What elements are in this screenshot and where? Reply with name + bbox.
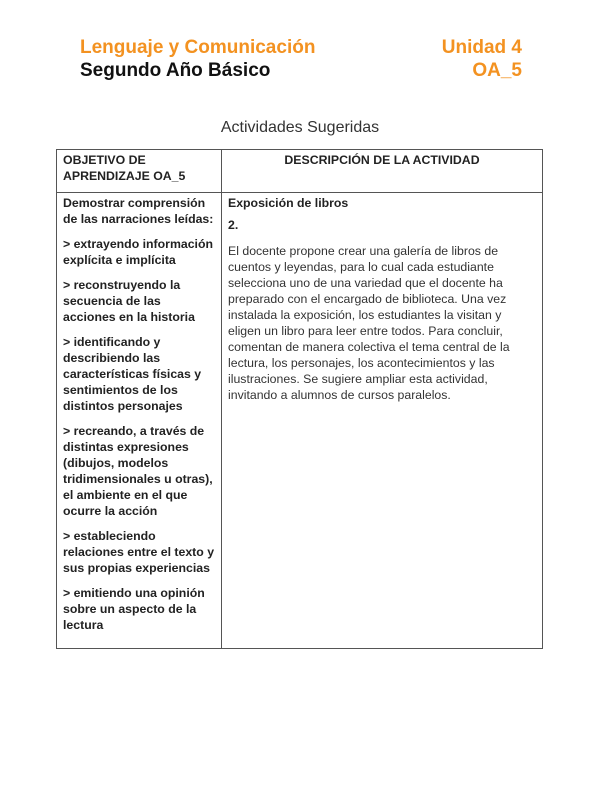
unit-label: Unidad 4 — [441, 37, 522, 58]
activity-title: Exposición de libros — [228, 196, 349, 210]
table-header-row — [57, 150, 543, 193]
subject-title: Lenguaje y Comunicación — [80, 37, 316, 58]
description-cell — [222, 193, 543, 649]
objectives-cell — [57, 193, 222, 649]
objective-intro: Demostrar comprensión de las narraciones leídas: — [63, 196, 214, 226]
objective-code: OA_5 — [472, 60, 522, 81]
objective-item: > extrayendo información explícita e implícita — [63, 237, 213, 267]
activities-table — [56, 149, 543, 649]
table-row — [57, 193, 543, 649]
objective-item: > estableciendo relaciones entre el texto y sus propias experiencias — [63, 529, 215, 575]
objective-item: > emitiendo una opinión sobre un aspecto de la lectura — [63, 586, 205, 632]
objective-item: > identificando y describiendo las características físicas y sentimientos de los distintos personajes — [63, 335, 202, 413]
objective-column-header: OBJETIVO DE APRENDIZAJE OA_5 — [57, 150, 222, 193]
description-column-header: DESCRIPCIÓN DE LA ACTIVIDAD — [222, 150, 543, 193]
page-header — [80, 36, 522, 82]
activity-body: El docente propone crear una galería de libros de cuentos y leyendas, para lo cual cada estudiante selecciona uno de una variedad que el docente ha preparado con el encargado de biblioteca. Una vez instalada la exposición, los estudiantes la visitan y eligen un libro para leer entre todos. Para concluir, comentan de manera colectiva el tema central de la lectura, los personajes, los acontecimientos y las ilustraciones. Se sugiere ampliar esta actividad, invitando a alumnos de cursos paralelos. — [228, 244, 510, 402]
header-row-bottom — [80, 59, 522, 82]
grade-label: Segundo Año Básico — [80, 60, 271, 81]
activity-number: 2. — [228, 218, 239, 232]
header-row-top — [80, 36, 522, 59]
objective-item: > reconstruyendo la secuencia de las acciones en la historia — [63, 278, 195, 324]
objective-item: > recreando, a través de distintas expresiones (dibujos, modelos tridimensionales u otras), el ambiente en el que ocurre la acción — [63, 424, 213, 518]
section-title: Actividades Sugeridas — [220, 119, 380, 136]
